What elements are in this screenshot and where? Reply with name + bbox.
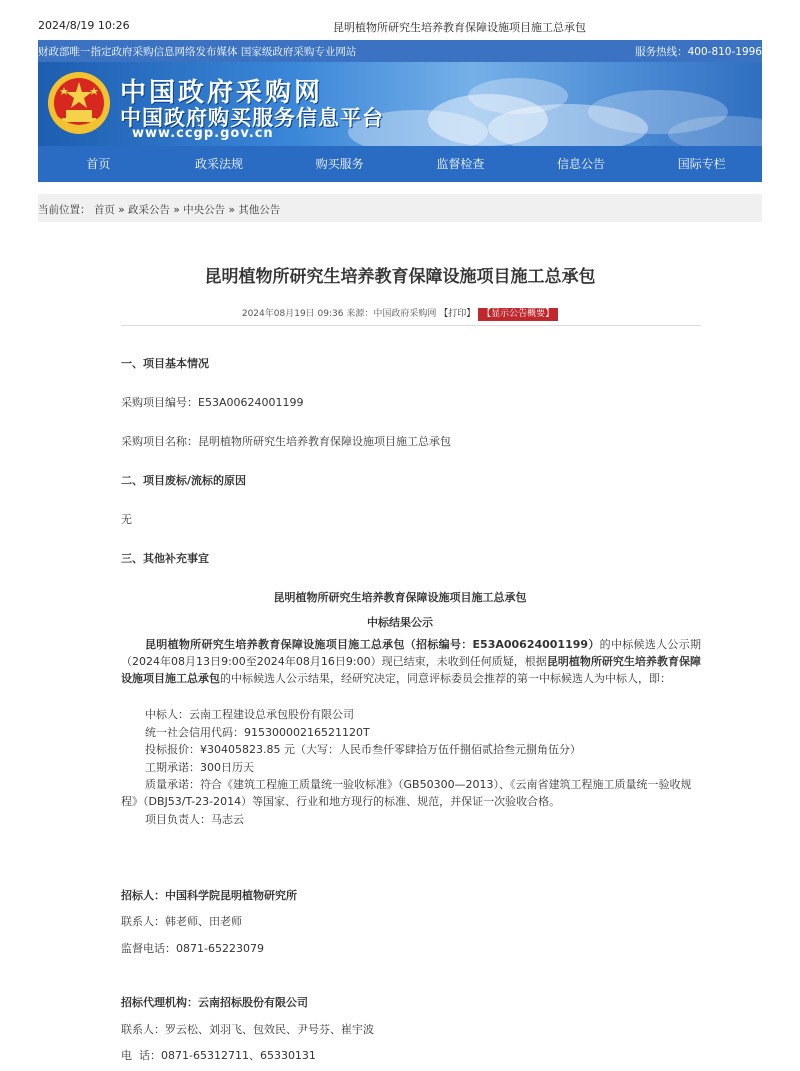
paragraph-text: 的中标候选人公示期（2024年08月13日9:00至2024年08月16日9:00）现已结束，未收到任何质疑，根据: [121, 638, 702, 668]
nav-item-announcements[interactable]: 信息公告: [557, 157, 606, 171]
notice-paragraph: [121, 636, 701, 687]
national-emblem-icon: [46, 70, 112, 136]
duration: 工期承诺：300日历天: [145, 761, 254, 774]
breadcrumb-separator: »: [118, 204, 125, 216]
nav-item-international[interactable]: 国际专栏: [677, 157, 726, 171]
publish-date: 2024年08月19日 09:36: [241, 309, 344, 319]
section-1-heading: 一、项目基本情况: [121, 357, 209, 370]
quality-commitment: 质量承诺：符合《建筑工程施工质量统一验收标准》（GB50300—2013）、《云南省建筑工程施工质量统一验收规程》（DBJ53/T-23-2014）等国家、行业和地方现行的标准、规范，并保证一次验收合格。: [121, 778, 692, 808]
buyer-phone: 监督电话：0871-65223079: [121, 942, 264, 955]
print-button[interactable]: 【打印】: [439, 309, 476, 319]
main-nav: [38, 146, 762, 182]
print-header: [0, 0, 800, 36]
site-slogan: 财政部唯一指定政府采购信息网络发布媒体 国家级政府采购专业网站: [38, 46, 357, 58]
service-hotline: 服务热线：400-810-1996: [635, 46, 762, 58]
breadcrumb: [38, 194, 762, 222]
section-2-heading: 二、项目废标/流标的原因: [121, 474, 247, 487]
project-manager: 项目负责人：马志云: [145, 813, 244, 826]
site-url: www.ccgp.gov.cn: [132, 126, 274, 141]
article-source: 来源：中国政府采购网: [346, 309, 437, 319]
breadcrumb-other-notices[interactable]: 其他公告: [238, 204, 281, 216]
nav-item-regulations[interactable]: 政采法规: [195, 157, 244, 171]
breadcrumb-procurement-notices[interactable]: 政采公告: [127, 204, 170, 216]
breadcrumb-prefix: 当前位置：: [38, 204, 91, 216]
cloud-decoration: [338, 62, 762, 146]
agent-phone: 电 话：0871-65312711、65330131: [121, 1049, 316, 1062]
agent: 招标代理机构：云南招标股份有限公司: [121, 996, 308, 1009]
breadcrumb-separator: »: [173, 204, 180, 216]
breadcrumb-central-notices[interactable]: 中央公告: [183, 204, 226, 216]
nav-item-supervision[interactable]: 监督检查: [436, 157, 485, 171]
buyer-contact: 联系人：韩老师、田老师: [121, 915, 242, 928]
bid-price: 投标报价：¥30405823.85 元（大写：人民币叁仟零肆拾万伍仟捌佰贰拾叁元捌角伍分）: [145, 743, 581, 756]
agent-contact: 联系人：罗云松、刘羽飞、包效民、尹号芬、崔宇波: [121, 1023, 374, 1036]
project-number: 采购项目编号：E53A00624001199: [121, 396, 304, 409]
buyer: 招标人：中国科学院昆明植物研究所: [121, 889, 297, 902]
notice-title: 昆明植物所研究生培养教育保障设施项目施工总承包: [273, 591, 527, 604]
credit-code: 统一社会信用代码：91530000216521120T: [145, 726, 370, 739]
article-meta: [0, 306, 800, 321]
winner: 中标人：云南工程建设总承包股份有限公司: [145, 708, 354, 721]
project-name-bold: 昆明植物所研究生培养教育保障设施项目施工总承包（招标编号：E53A00624001199）: [145, 638, 600, 651]
print-doc-title: 昆明植物所研究生培养教育保障设施项目施工总承包: [333, 21, 586, 34]
title-divider: [121, 325, 701, 326]
project-name-bold-2: 昆明植物所研究生培养教育保障设施项目施工总承包: [121, 655, 701, 685]
show-summary-button[interactable]: 【显示公告概要】: [478, 308, 558, 321]
nav-item-purchase-services[interactable]: 购买服务: [315, 157, 364, 171]
section-2-content: 无: [121, 513, 132, 526]
site-subtitle: 中国政府购买服务信息平台: [120, 106, 384, 130]
breadcrumb-home[interactable]: 首页: [93, 204, 115, 216]
notice-subtitle: 中标结果公示: [367, 616, 433, 629]
top-info-bar: [38, 40, 762, 62]
page-title: 昆明植物所研究生培养教育保障设施项目施工总承包: [204, 267, 596, 287]
paragraph-text-2: 的中标候选人公示结果，经研究决定，同意评标委员会推荐的第一中标候选人为中标人，即：: [220, 672, 671, 685]
site-name: 中国政府采购网: [120, 78, 324, 108]
print-timestamp: 2024/8/19 10:26: [38, 19, 130, 32]
nav-item-home[interactable]: 首页: [86, 157, 111, 171]
site-banner: [38, 62, 762, 146]
breadcrumb-separator: »: [228, 204, 235, 216]
project-name: 采购项目名称：昆明植物所研究生培养教育保障设施项目施工总承包: [121, 435, 451, 448]
section-3-heading: 三、其他补充事宜: [121, 552, 209, 565]
